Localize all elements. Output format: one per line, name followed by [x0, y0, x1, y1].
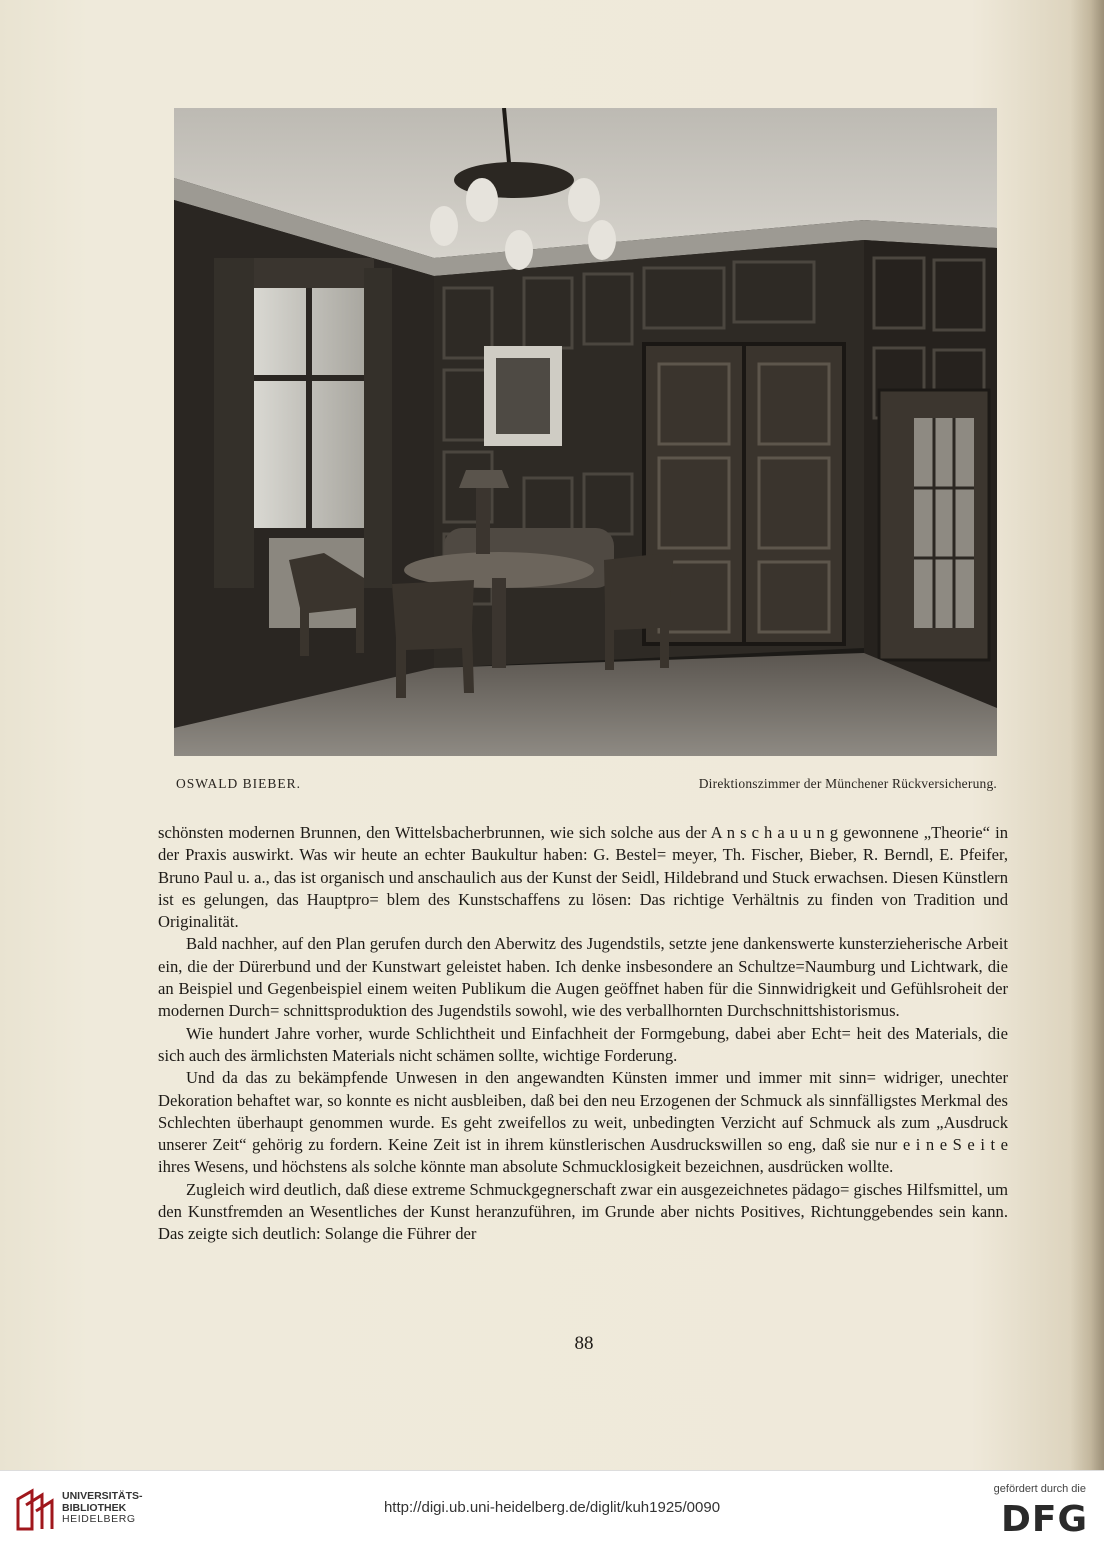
paragraph: Wie hundert Jahre vorher, wurde Schlichtheit und Einfachheit der Formgebung, dabei aber Echt= heit des Materials, die sich auch des ärmlichsten Materials nicht schämen sollte, wichtige Forderung.	[158, 1023, 1008, 1065]
library-name-line: UNIVERSITÄTS-	[62, 1490, 143, 1502]
paragraph: Bald nachher, auf den Plan gerufen durch den Aberwitz des Jugendstils, setzte jene dankenswerte kunsterzieherische Arbeit ein, die der Dürerbund und der Kunstwart geleistet haben. Ich denke insbesondere an Schultze=Naumburg und Lichtwark, die an Beispiel und Gegenbeispiel einem weiten Publikum die Augen geöffnet haben für die Sinnwidrigkeit und Gefühlsroheit der modernen Durch= schnittsproduktion des Jugendstils sowohl, wie des verballhornten Durchschnittshistorismus.	[158, 934, 1008, 1021]
library-name-line: BIBLIOTHEK	[62, 1501, 127, 1514]
interior-photograph	[174, 108, 997, 756]
dfg-logo: DFG	[1000, 1499, 1088, 1540]
funding-label: gefördert durch die	[993, 1483, 1086, 1495]
digitization-footer	[0, 1470, 1104, 1551]
paragraph: Und da das zu bekämpfende Unwesen in den angewandten Künsten immer und immer mit sinn= widriger, unechter Dekoration behaftet war, so konnte es nicht ausbleiben, daß bei den neu Erzogenen der Schmuck als sinnfälligstes Merkmal des Schlechten überhaupt genommen wurde. Es geht zweifellos zu weit, unbedingten Verzicht auf Schmuck als zum „Ausdruck unserer Zeit“ gehörig zu fordern. Keine Zeit ist in ihrem künstlerischen Ausdruckswillen so eng, daß sie nur e i n e S e i t e ihres Wesens, und höchstens als solche könnte man absolute Schmucklosigkeit bezeichnen, ausdrücken wollte.	[158, 1068, 1008, 1177]
library-name-line: HEIDELBERG	[62, 1513, 136, 1525]
body-text	[158, 822, 1008, 1246]
page-gutter-shadow	[1070, 0, 1104, 1470]
photo-caption-title: Direktionszimmer der Münchener Rückversicherung.	[698, 776, 997, 791]
paragraph: Zugleich wird deutlich, daß diese extreme Schmuckgegnerschaft zwar ein ausgezeichnetes pädago= gisches Hilfsmittel, um den Kunstfremden an Wesentliches der Kunst heranzuführen, im Grunde aber nichts Positives, Richtunggebendes sein kann. Das zeigte sich deutlich: Solange die Führer der	[158, 1179, 1008, 1244]
paragraph: schönsten modernen Brunnen, den Wittelsbacherbrunnen, wie sich solche aus der A n s c h a u u n g gewonnene „Theorie“ in der Praxis auswirkt. Was wir heute an echter Baukultur haben: G. Bestel= meyer, Th. Fischer, Bieber, R. Berndl, E. Pfeifer, Bruno Paul u. a., das ist organisch und anschaulich aus der Kunst der Seidl, Hildebrand und Stuck erwachsen. Diesen Künstlern ist es gelungen, das Hauptpro= blem des Kunstschaffens zu lösen: Das richtige Verhältnis zu finden von Tradition und Originalität.	[158, 823, 1008, 932]
permalink-url[interactable]: http://digi.ub.uni-heidelberg.de/diglit/kuh1925/0090	[383, 1499, 721, 1516]
photo-caption-architect: OSWALD BIEBER.	[176, 776, 301, 791]
page-number: 88	[574, 1333, 594, 1354]
